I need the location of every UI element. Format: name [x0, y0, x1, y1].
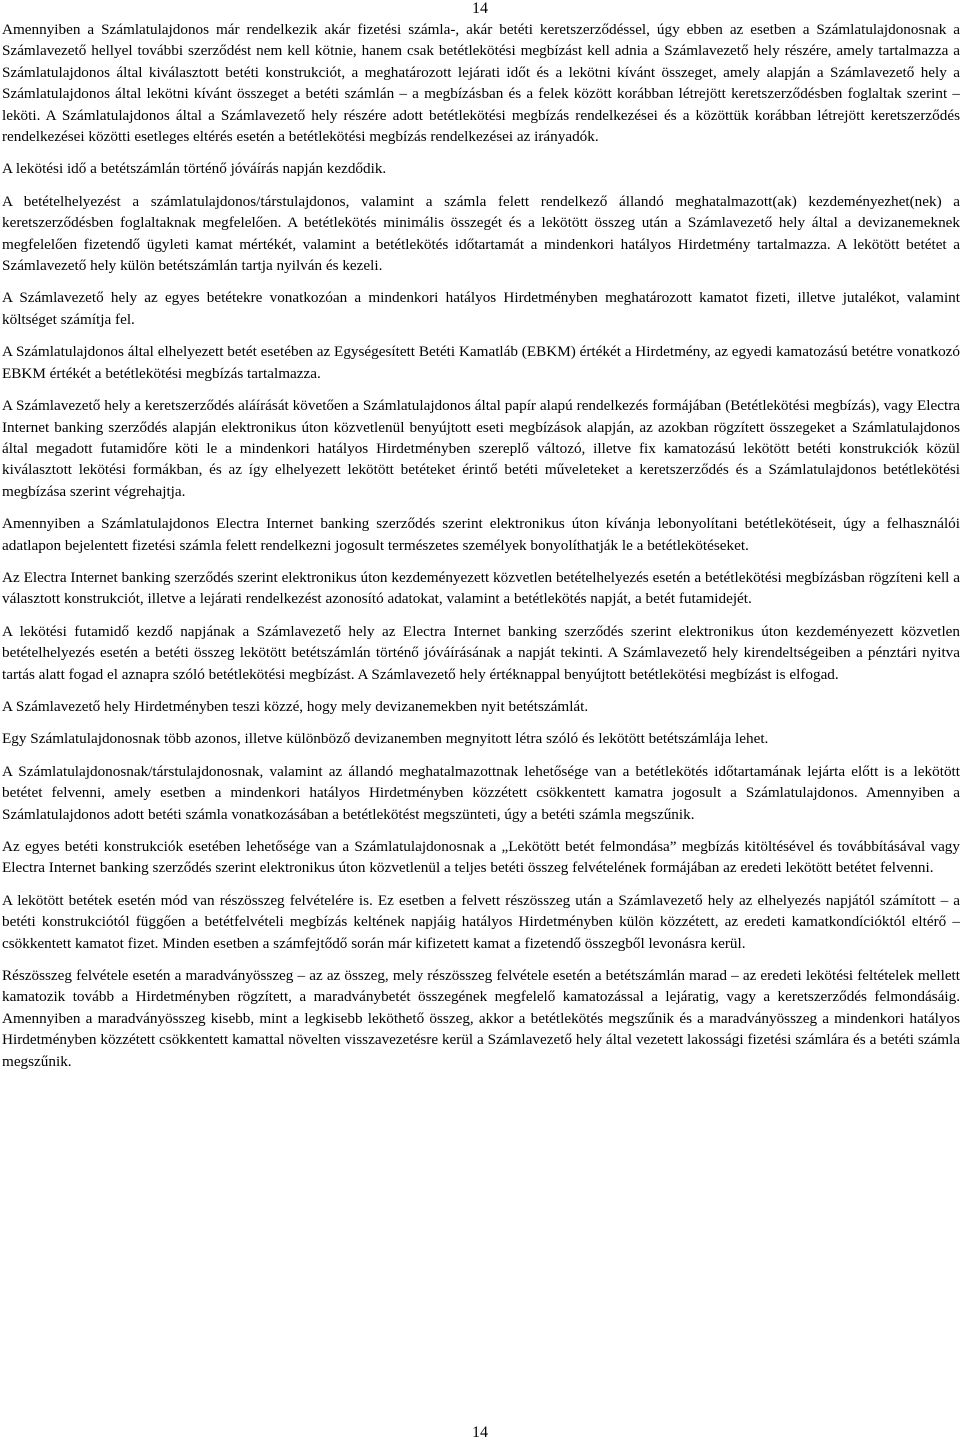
paragraph: A lekötési futamidő kezdő napjának a Számlavezető hely az Electra Internet banking szerződés szerint elektronikus úton kezdeményezett közvetlen betételhelyezés esetén a betéti összeg lekötött betétszámlán történő jóváírásának a napját tekinti. A Számlavezető hely kirendeltségeiben a pénztári nyitva tartás alatt fogad el aznapra szóló betétlekötési megbízást. A Számlavezető hely értéknappal benyújtott betétlekötési megbízást is elfogad.: [2, 622, 960, 683]
paragraph: A betételhelyezést a számlatulajdonos/társtulajdonos, valamint a számla felett rendelkező állandó meghatalmazott(ak) kezdeményezhet(nek) a keretszerződésben foglaltaknak megfelelően. A betétlekötés minimális összegét és a lekötött összeg után a Számlavezető hely által a devizanemeknek megfelelően fizetendő ügyleti kamat mértékét, valamint a betétlekötés időtartamát a mindenkori hatályos Hirdetmény tartalmazza. A lekötött betétet a Számlavezető hely külön betétszámlán tartja nyilván és kezeli.: [2, 192, 960, 275]
paragraph: Amennyiben a Számlatulajdonos már rendelkezik akár fizetési számla-, akár betéti keretszerződéssel, úgy ebben az esetben a Számlatulajdonosnak a Számlavezető hellyel további szerződést nem kell kötnie, hanem csak betétlekötési megbízást kell adnia a Számlavezető hely részére, amely tartalmazza a Számlatulajdonos által kiválasztott betéti konstrukciót, a meghatározott lejárati időt és a lekötni kívánt összeget, amely alapján a Számlavezető hely a Számlatulajdonos által lekötni kívánt összeget a betéti számlán – a megbízásban és a felek között korábban létrejött keretszerződésben foglaltak szerint – leköti. A Számlatulajdonos által a Számlavezető hely részére adott betétlekötési megbízás rendelkezései és a közöttük korábban létrejött keretszerződés rendelkezései közötti esetleges eltérés esetén a betétlekötési megbízás rendelkezései az irányadók.: [2, 21, 960, 146]
paragraph: Egy Számlatulajdonosnak több azonos, illetve különböző devizanemben megnyitott létra szóló és lekötött betétszámlája lehet.: [2, 730, 769, 748]
paragraph: A lekötési idő a betétszámlán történő jóváírás napján kezdődik.: [2, 160, 387, 178]
paragraph: Részösszeg felvétele esetén a maradványösszeg – az az összeg, mely részösszeg felvétele esetén a betétszámlán marad – az eredeti lekötési feltételek mellett kamatozik tovább a Hirdetményben rögzített, a maradványbetét összegének megfelelő kamatozással a lejáratig, vagy a keretszerződés felmondásáig. Amennyiben a maradványösszeg kisebb, mint a legkisebb leköthető összeg, akkor a betétlekötés megszűnik és a maradványösszeg a mindenkori hatályos Hirdetményben közzétett csökkentett kamattal növelten visszavezetésre kerül a Számlavezető hely által vezetett lakossági fizetési számlára és a betéti számla megszűnik.: [2, 967, 960, 1070]
paragraph: A Számlatulajdonos által elhelyezett betét esetében az Egységesített Betéti Kamatláb (EBKM) értékét a Hirdetmény, az egyedi kamatozású betétre vonatkozó EBKM értékét a betétlekötési megbízás tartalmazza.: [2, 343, 960, 382]
paragraph: A lekötött betétek esetén mód van részösszeg felvételére is. Ez esetben a felvett részösszeg után a Számlavezető hely az elhelyezés napjától számított – a betéti konstrukciótól függően a betétfelvételi megbízás keltének napjáig hatályos Hirdetményben külön közzétett, az eredeti kamatkondícióktól eltérő – csökkentett kamatot fizet. Minden esetben a számfejtődő során már kifizetett kamat a fizetendő összegből levonásra kerül.: [2, 891, 960, 952]
page-number-bottom: 14: [472, 1424, 488, 1441]
paragraph: A Számlavezető hely Hirdetményben teszi közzé, hogy mely devizanemekben nyit betétszámlát.: [2, 697, 589, 715]
paragraph: Az egyes betéti konstrukciók esetében lehetősége van a Számlatulajdonosnak a „Lekötött betét felmondása” megbízás kitöltésével és továbbításával vagy Electra Internet banking szerződés szerint elektronikus úton közvetlenül a teljes betéti összeg felvételének formájában az eredeti lekötött betétet felvenni.: [2, 838, 960, 877]
page-number-top: 14: [472, 0, 488, 17]
document-body: [2, 19, 960, 1083]
paragraph: A Számlavezető hely a keretszerződés aláírását követően a Számlatulajdonos által papír alapú rendelkezés formájában (Betétlekötési megbízás), vagy Electra Internet banking szerződés alapján elektronikus úton közvetlenül benyújtott eseti megbízások alapján, az azokban rögzített összegeket a Számlatulajdonos által megadott futamidőre köti le a mindenkori hatályos Hirdetményben szereplő változó, illetve fix kamatozású lekötött betéti konstrukciók közül kiválasztott lekötési formákban, és az így elhelyezett lekötött betéteket érintő betéti műveleteket a keretszerződés és a Számlatulajdonos betétlekötési megbízása szerint végrehajtja.: [2, 397, 960, 500]
paragraph: A Számlavezető hely az egyes betétekre vonatkozóan a mindenkori hatályos Hirdetményben meghatározott kamatot fizeti, illetve jutalékot, valamint költséget számítja fel.: [2, 289, 960, 328]
paragraph: Az Electra Internet banking szerződés szerint elektronikus úton kezdeményezett közvetlen betételhelyezés esetén a betétlekötési megbízásban rögzíteni kell a választott konstrukciót, illetve a lejárati rendelkezést azonosító adatokat, valamint a betétlekötés napját, a betét futamidejét.: [2, 568, 960, 608]
paragraph: Amennyiben a Számlatulajdonos Electra Internet banking szerződés szerint elektronikus úton kívánja lebonyolítani betétlekötéseit, úgy a felhasználói adatlapon bejelentett fizetési számla felett rendelkezni jogosult természetes személyek bonyolíthatják le a betétlekötéseket.: [2, 515, 960, 554]
paragraph: A Számlatulajdonosnak/társtulajdonosnak, valamint az állandó meghatalmazottnak lehetősége van a betétlekötés időtartamának lejárta előtt is a lekötött betétet felvenni, amely esetben a mindenkori hatályos Hirdetményben közzétett csökkentett kamatra jogosult a Számlatulajdonos. Amennyiben a Számlatulajdonos adott betéti számla vonatkozásában a betétlekötést megszünteti, úgy a betéti számla megszűnik.: [2, 762, 960, 823]
